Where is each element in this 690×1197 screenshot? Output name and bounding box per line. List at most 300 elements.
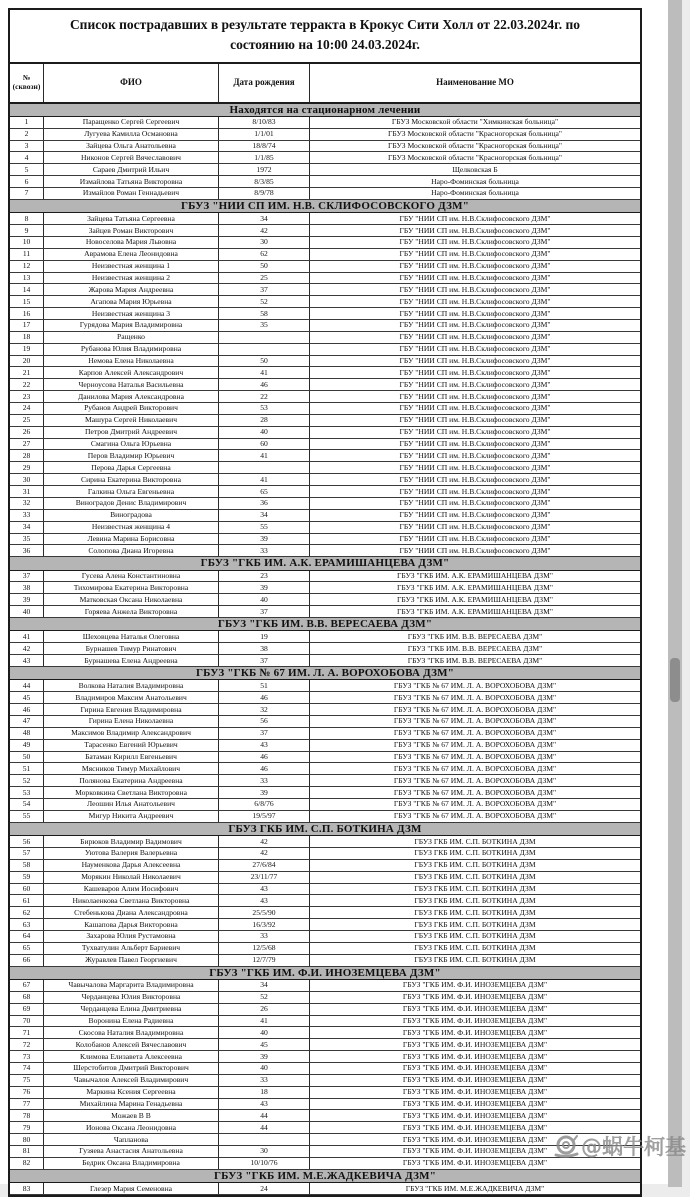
med-org: ГБУ "НИИ СП им. Н.В.Склифосовского ДЗМ" bbox=[399, 273, 551, 283]
table-row bbox=[10, 775, 640, 787]
table-row bbox=[10, 740, 640, 752]
row-number: 37 bbox=[10, 571, 44, 582]
table-row bbox=[10, 308, 640, 320]
med-org: ГБУЗ "ГКБ № 67 ИМ. Л. А. ВОРОХОБОВА ДЗМ" bbox=[393, 728, 557, 738]
victim-name: Сараев Дмитрий Ильич bbox=[44, 164, 219, 175]
med-org: ГБУЗ "ГКБ ИМ. А.К. ЕРАМИШАНЦЕВА ДЗМ" bbox=[397, 582, 553, 592]
table-row bbox=[10, 427, 640, 439]
birth-date: 26 bbox=[219, 1004, 310, 1015]
table-row bbox=[10, 273, 640, 285]
med-org: ГБУ "НИИ СП им. Н.В.Склифосовского ДЗМ" bbox=[399, 439, 551, 449]
table-row bbox=[10, 692, 640, 704]
med-org: ГБУЗ "ГКБ № 67 ИМ. Л. А. ВОРОХОБОВА ДЗМ" bbox=[393, 787, 557, 797]
table-row bbox=[10, 1158, 640, 1170]
med-org: ГБУ "НИИ СП им. Н.В.Склифосовского ДЗМ" bbox=[399, 510, 551, 520]
birth-date: 34 bbox=[219, 980, 310, 991]
victim-name: Кашеваров Алим Иосифович bbox=[44, 884, 219, 895]
victim-name: Ращенко bbox=[44, 332, 219, 343]
birth-date: 43 bbox=[219, 884, 310, 895]
victim-name: Неизвестная женщина 4 bbox=[44, 522, 219, 533]
med-org: ГБУ "НИИ СП им. Н.В.Склифосовского ДЗМ" bbox=[399, 213, 551, 223]
victim-name: Измайлова Татьяна Викторовна bbox=[44, 176, 219, 187]
row-number: 67 bbox=[10, 980, 44, 991]
victim-name: Можаев В В bbox=[44, 1110, 219, 1121]
row-number: 50 bbox=[10, 752, 44, 763]
row-number: 81 bbox=[10, 1146, 44, 1157]
victim-name: Шеховцева Наталья Олеговна bbox=[44, 631, 219, 642]
column-header-name: ФИО bbox=[44, 64, 219, 102]
birth-date: 41 bbox=[219, 1016, 310, 1027]
med-org: ГБУ "НИИ СП им. Н.В.Склифосовского ДЗМ" bbox=[399, 462, 551, 472]
birth-date: 62 bbox=[219, 249, 310, 260]
med-org: ГБУЗ "ГКБ ИМ. В.В. ВЕРЕСАЕВА ДЗМ" bbox=[407, 643, 543, 653]
row-number: 64 bbox=[10, 931, 44, 942]
victim-name: Паращенко Сергей Сергеевич bbox=[44, 117, 219, 128]
scrollbar-track[interactable] bbox=[668, 0, 682, 1187]
med-org: ГБУ "НИИ СП им. Н.В.Склифосовского ДЗМ" bbox=[399, 225, 551, 235]
birth-date: 42 bbox=[219, 836, 310, 847]
victim-name: Климова Елизавета Алексеевна bbox=[44, 1051, 219, 1062]
birth-date: 37 bbox=[219, 606, 310, 617]
birth-date: 39 bbox=[219, 582, 310, 593]
victim-name: Журавлев Павел Георгиевич bbox=[44, 955, 219, 966]
table-row bbox=[10, 1110, 640, 1122]
row-number: 46 bbox=[10, 704, 44, 715]
table-row bbox=[10, 545, 640, 557]
row-number: 31 bbox=[10, 486, 44, 497]
row-number: 68 bbox=[10, 992, 44, 1003]
table-row bbox=[10, 1027, 640, 1039]
table-row bbox=[10, 249, 640, 261]
med-org: ГБУЗ "ГКБ ИМ. Ф.И. ИНОЗЕМЦЕВА ДЗМ" bbox=[402, 1004, 548, 1014]
birth-date: 8/9/78 bbox=[219, 188, 310, 199]
section-header: ГБУЗ ГКБ ИМ. С.П. БОТКИНА ДЗМ bbox=[10, 823, 640, 836]
section-header: ГБУЗ "ГКБ ИМ. А.К. ЕРАМИШАНЦЕВА ДЗМ" bbox=[10, 557, 640, 570]
table-row bbox=[10, 1122, 640, 1134]
table-row bbox=[10, 787, 640, 799]
birth-date: 1/1/85 bbox=[219, 152, 310, 163]
birth-date: 42 bbox=[219, 848, 310, 859]
row-number: 6 bbox=[10, 176, 44, 187]
table-row bbox=[10, 415, 640, 427]
birth-date bbox=[219, 462, 310, 473]
med-org: ГБУЗ "ГКБ ИМ. Ф.И. ИНОЗЕМЦЕВА ДЗМ" bbox=[402, 1075, 548, 1085]
row-number: 3 bbox=[10, 141, 44, 152]
victim-name: Левина Марина Борисовна bbox=[44, 534, 219, 545]
med-org: ГБУ "НИИ СП им. Н.В.Склифосовского ДЗМ" bbox=[399, 261, 551, 271]
table-row bbox=[10, 943, 640, 955]
med-org: ГБУ "НИИ СП им. Н.В.Склифосовского ДЗМ" bbox=[399, 249, 551, 259]
table-row bbox=[10, 141, 640, 153]
med-org: ГБУ "НИИ СП им. Н.В.Склифосовского ДЗМ" bbox=[399, 486, 551, 496]
birth-date: 35 bbox=[219, 320, 310, 331]
birth-date: 19 bbox=[219, 631, 310, 642]
victim-name: Перов Владимир Юрьевич bbox=[44, 450, 219, 461]
row-number: 82 bbox=[10, 1158, 44, 1169]
med-org: ГБУЗ "ГКБ № 67 ИМ. Л. А. ВОРОХОБОВА ДЗМ" bbox=[393, 716, 557, 726]
row-number: 25 bbox=[10, 415, 44, 426]
victim-name: Бирюков Владимир Вадимович bbox=[44, 836, 219, 847]
table-row bbox=[10, 284, 640, 296]
victim-name: Зайцев Роман Викторович bbox=[44, 225, 219, 236]
birth-date: 18 bbox=[219, 1087, 310, 1098]
birth-date: 65 bbox=[219, 486, 310, 497]
victim-name: Тихомирова Екатерина Викторовна bbox=[44, 582, 219, 593]
table-row bbox=[10, 152, 640, 164]
table-row bbox=[10, 439, 640, 451]
med-org: ГБУЗ "ГКБ ИМ. Ф.И. ИНОЗЕМЦЕВА ДЗМ" bbox=[402, 992, 548, 1002]
table-row bbox=[10, 188, 640, 200]
table-row bbox=[10, 510, 640, 522]
birth-date: 36 bbox=[219, 498, 310, 509]
row-number: 53 bbox=[10, 787, 44, 798]
birth-date: 6/8/76 bbox=[219, 799, 310, 810]
row-number: 62 bbox=[10, 907, 44, 918]
birth-date: 41 bbox=[219, 474, 310, 485]
table-row bbox=[10, 860, 640, 872]
med-org: ГБУЗ "ГКБ ИМ. А.К. ЕРАМИШАНЦЕВА ДЗМ" bbox=[397, 606, 553, 616]
victim-name: Колобанов Алексей Вячеславович bbox=[44, 1039, 219, 1050]
row-number: 12 bbox=[10, 261, 44, 272]
row-number: 77 bbox=[10, 1099, 44, 1110]
row-number: 41 bbox=[10, 631, 44, 642]
table-row bbox=[10, 1063, 640, 1075]
med-org: ГБУЗ "ГКБ ИМ. Ф.И. ИНОЗЕМЦЕВА ДЗМ" bbox=[402, 1098, 548, 1108]
row-number: 63 bbox=[10, 919, 44, 930]
med-org: Наро-Фоминская больница bbox=[431, 188, 519, 198]
scrollbar-thumb[interactable] bbox=[670, 658, 680, 702]
med-org: ГБУЗ ГКБ ИМ. С.П. БОТКИНА ДЗМ bbox=[414, 895, 536, 905]
birth-date: 34 bbox=[219, 213, 310, 224]
birth-date: 1972 bbox=[219, 164, 310, 175]
row-number: 17 bbox=[10, 320, 44, 331]
victim-name: Карпов Алексей Александрович bbox=[44, 367, 219, 378]
victim-name: Черноусова Наталья Васильевна bbox=[44, 379, 219, 390]
table-row bbox=[10, 606, 640, 618]
birth-date: 37 bbox=[219, 655, 310, 666]
med-org: ГБУЗ "ГКБ ИМ. Ф.И. ИНОЗЕМЦЕВА ДЗМ" bbox=[402, 1110, 548, 1120]
med-org: ГБУЗ ГКБ ИМ. С.П. БОТКИНА ДЗМ bbox=[414, 848, 536, 858]
row-number: 22 bbox=[10, 379, 44, 390]
med-org: ГБУЗ "ГКБ № 67 ИМ. Л. А. ВОРОХОБОВА ДЗМ" bbox=[393, 775, 557, 785]
table-row bbox=[10, 356, 640, 368]
row-number: 48 bbox=[10, 728, 44, 739]
med-org: ГБУЗ "ГКБ ИМ. Ф.И. ИНОЗЕМЦЕВА ДЗМ" bbox=[402, 1027, 548, 1037]
birth-date: 37 bbox=[219, 728, 310, 739]
med-org: ГБУ "НИИ СП им. Н.В.Склифосовского ДЗМ" bbox=[399, 344, 551, 354]
med-org: ГБУЗ "ГКБ ИМ. Ф.И. ИНОЗЕМЦЕВА ДЗМ" bbox=[402, 1051, 548, 1061]
table-row bbox=[10, 296, 640, 308]
birth-date: 33 bbox=[219, 931, 310, 942]
victim-name: Новоселова Мария Львовна bbox=[44, 237, 219, 248]
column-header-med-org: Наименование МО bbox=[436, 76, 514, 87]
med-org: ГБУ "НИИ СП им. Н.В.Склифосовского ДЗМ" bbox=[399, 391, 551, 401]
row-number: 83 bbox=[10, 1183, 44, 1194]
victim-name: Рубанов Андрей Викторович bbox=[44, 403, 219, 414]
victim-name: Ионова Оксана Леонидовна bbox=[44, 1122, 219, 1133]
row-number: 10 bbox=[10, 237, 44, 248]
birth-date: 38 bbox=[219, 643, 310, 654]
table-row bbox=[10, 763, 640, 775]
med-org: ГБУЗ Московской области "Химкинская больница" bbox=[391, 117, 559, 127]
row-number: 4 bbox=[10, 152, 44, 163]
victim-name: Науменкова Дарья Алексеевна bbox=[44, 860, 219, 871]
row-number: 21 bbox=[10, 367, 44, 378]
victim-name: Виноградов Денис Владимирович bbox=[44, 498, 219, 509]
birth-date: 40 bbox=[219, 594, 310, 605]
row-number: 30 bbox=[10, 474, 44, 485]
table-row bbox=[10, 571, 640, 583]
section-header: ГБУЗ "ГКБ ИМ. М.Е.ЖАДКЕВИЧА ДЗМ" bbox=[10, 1170, 640, 1183]
med-org: ГБУЗ "ГКБ № 67 ИМ. Л. А. ВОРОХОБОВА ДЗМ" bbox=[393, 799, 557, 809]
med-org: ГБУЗ ГКБ ИМ. С.П. БОТКИНА ДЗМ bbox=[414, 836, 536, 846]
birth-date bbox=[219, 1134, 310, 1145]
row-number: 47 bbox=[10, 716, 44, 727]
row-number: 11 bbox=[10, 249, 44, 260]
row-number: 5 bbox=[10, 164, 44, 175]
row-number: 29 bbox=[10, 462, 44, 473]
med-org: ГБУЗ Московской области "Красногорская больница" bbox=[387, 152, 562, 162]
victim-name: Леошин Илья Анатольевич bbox=[44, 799, 219, 810]
table-row bbox=[10, 872, 640, 884]
birth-date: 39 bbox=[219, 787, 310, 798]
victim-name: Воронина Елена Радиевна bbox=[44, 1016, 219, 1027]
birth-date: 41 bbox=[219, 450, 310, 461]
table-row bbox=[10, 992, 640, 1004]
row-number: 38 bbox=[10, 582, 44, 593]
watermark-text: @蜗牛柯基 bbox=[581, 1135, 686, 1159]
victim-name: Михайлина Марина Генадьевна bbox=[44, 1099, 219, 1110]
section-header: ГБУЗ "ГКБ № 67 ИМ. Л. А. ВОРОХОБОВА ДЗМ" bbox=[10, 667, 640, 680]
med-org: ГБУЗ "ГКБ № 67 ИМ. Л. А. ВОРОХОБОВА ДЗМ" bbox=[393, 740, 557, 750]
victim-name: Скосова Наталия Владимировна bbox=[44, 1027, 219, 1038]
med-org: ГБУ "НИИ СП им. Н.В.Склифосовского ДЗМ" bbox=[399, 533, 551, 543]
victim-name: Гирина Елена Николаевна bbox=[44, 716, 219, 727]
row-number: 56 bbox=[10, 836, 44, 847]
row-number: 45 bbox=[10, 692, 44, 703]
table-row bbox=[10, 1075, 640, 1087]
birth-date: 8/10/83 bbox=[219, 117, 310, 128]
birth-date: 12/7/79 bbox=[219, 955, 310, 966]
row-number: 49 bbox=[10, 740, 44, 751]
med-org: ГБУ "НИИ СП им. Н.В.Склифосовского ДЗМ" bbox=[399, 320, 551, 330]
table-row bbox=[10, 403, 640, 415]
victim-name: Бурнашева Елена Андреевна bbox=[44, 655, 219, 666]
birth-date: 8/3/85 bbox=[219, 176, 310, 187]
victim-name: Машура Сергей Николаевич bbox=[44, 415, 219, 426]
birth-date: 46 bbox=[219, 379, 310, 390]
birth-date: 60 bbox=[219, 439, 310, 450]
victim-name: Петров Дмитрий Андреевич bbox=[44, 427, 219, 438]
row-number: 78 bbox=[10, 1110, 44, 1121]
birth-date: 44 bbox=[219, 1122, 310, 1133]
table-body bbox=[10, 104, 640, 1195]
med-org: ГБУ "НИИ СП им. Н.В.Склифосовского ДЗМ" bbox=[399, 308, 551, 318]
table-row bbox=[10, 379, 640, 391]
birth-date: 22 bbox=[219, 391, 310, 402]
birth-date bbox=[219, 344, 310, 355]
row-number: 14 bbox=[10, 284, 44, 295]
med-org: ГБУЗ "ГКБ ИМ. Ф.И. ИНОЗЕМЦЕВА ДЗМ" bbox=[402, 980, 548, 990]
row-number: 55 bbox=[10, 811, 44, 822]
med-org: ГБУ "НИИ СП им. Н.В.Склифосовского ДЗМ" bbox=[399, 332, 551, 342]
table-row bbox=[10, 237, 640, 249]
med-org: Наро-Фоминская больница bbox=[431, 176, 519, 186]
table-header-row bbox=[10, 64, 640, 104]
med-org: ГБУЗ Московской области "Красногорская больница" bbox=[387, 129, 562, 139]
row-number: 7 bbox=[10, 188, 44, 199]
row-number: 28 bbox=[10, 450, 44, 461]
table-row bbox=[10, 1087, 640, 1099]
med-org: ГБУ "НИИ СП им. Н.В.Склифосовского ДЗМ" bbox=[399, 415, 551, 425]
birth-date: 40 bbox=[219, 427, 310, 438]
row-number: 51 bbox=[10, 763, 44, 774]
row-number: 70 bbox=[10, 1016, 44, 1027]
victim-name: Чавычалов Алексей Владимирович bbox=[44, 1075, 219, 1086]
med-org: ГБУЗ ГКБ ИМ. С.П. БОТКИНА ДЗМ bbox=[414, 931, 536, 941]
victim-name: Морковкина Светлана Викторовна bbox=[44, 787, 219, 798]
victim-name: Владимиров Максим Анатольевич bbox=[44, 692, 219, 703]
row-number: 8 bbox=[10, 213, 44, 224]
victim-name: Мясников Тимур Михайлович bbox=[44, 763, 219, 774]
birth-date: 18/8/74 bbox=[219, 141, 310, 152]
victim-name: Виноградова bbox=[44, 510, 219, 521]
row-number: 54 bbox=[10, 799, 44, 810]
victim-name: Лугуева Камилла Османовна bbox=[44, 129, 219, 140]
row-number: 18 bbox=[10, 332, 44, 343]
victim-name: Галкина Ольга Евгеньевна bbox=[44, 486, 219, 497]
birth-date: 45 bbox=[219, 1039, 310, 1050]
med-org: ГБУЗ Московской области "Красногорская больница" bbox=[387, 141, 562, 151]
row-number: 52 bbox=[10, 775, 44, 786]
victim-name: Гусева Алена Константиновна bbox=[44, 571, 219, 582]
row-number: 13 bbox=[10, 273, 44, 284]
table-row bbox=[10, 344, 640, 356]
birth-date: 30 bbox=[219, 237, 310, 248]
table-row bbox=[10, 811, 640, 823]
table-row bbox=[10, 1099, 640, 1111]
victim-name: Максимов Владимир Александрович bbox=[44, 728, 219, 739]
birth-date: 34 bbox=[219, 510, 310, 521]
table-row bbox=[10, 261, 640, 273]
med-org: ГБУ "НИИ СП им. Н.В.Склифосовского ДЗМ" bbox=[399, 545, 551, 555]
victim-name: Морякин Николай Николаевич bbox=[44, 872, 219, 883]
table-row bbox=[10, 474, 640, 486]
victim-name: Шерстобитов Дмитрий Викторович bbox=[44, 1063, 219, 1074]
victim-name: Тухватулин Альберт Бариевич bbox=[44, 943, 219, 954]
row-number: 71 bbox=[10, 1027, 44, 1038]
victim-name: Измайлов Роман Геннадьевич bbox=[44, 188, 219, 199]
birth-date: 1/1/01 bbox=[219, 129, 310, 140]
victim-name: Захарова Юлия Рустамовна bbox=[44, 931, 219, 942]
row-number: 33 bbox=[10, 510, 44, 521]
birth-date: 50 bbox=[219, 261, 310, 272]
table-row bbox=[10, 1004, 640, 1016]
birth-date: 43 bbox=[219, 895, 310, 906]
med-org: ГБУЗ ГКБ ИМ. С.П. БОТКИНА ДЗМ bbox=[414, 872, 536, 882]
victim-name: Маркина Ксения Сергеевна bbox=[44, 1087, 219, 1098]
med-org: ГБУЗ "ГКБ № 67 ИМ. Л. А. ВОРОХОБОВА ДЗМ" bbox=[393, 752, 557, 761]
row-number: 16 bbox=[10, 308, 44, 319]
birth-date: 46 bbox=[219, 692, 310, 703]
birth-date: 32 bbox=[219, 704, 310, 715]
birth-date bbox=[219, 332, 310, 343]
table-row bbox=[10, 450, 640, 462]
med-org: ГБУЗ ГКБ ИМ. С.П. БОТКИНА ДЗМ bbox=[414, 907, 536, 917]
row-number: 66 bbox=[10, 955, 44, 966]
med-org: ГБУ "НИИ СП им. Н.В.Склифосовского ДЗМ" bbox=[399, 284, 551, 294]
med-org: Щелковская Б bbox=[452, 164, 498, 174]
victim-name: Зайцева Татьяна Сергеевна bbox=[44, 213, 219, 224]
table-row bbox=[10, 643, 640, 655]
med-org: ГБУЗ "ГКБ ИМ. А.К. ЕРАМИШАНЦЕВА ДЗМ" bbox=[397, 594, 553, 604]
birth-date: 10/10/76 bbox=[219, 1158, 310, 1169]
table-row bbox=[10, 1051, 640, 1063]
table-row bbox=[10, 391, 640, 403]
row-number: 79 bbox=[10, 1122, 44, 1133]
med-org: ГБУЗ "ГКБ ИМ. Ф.И. ИНОЗЕМЦЕВА ДЗМ" bbox=[402, 1146, 548, 1156]
med-org: ГБУЗ "ГКБ ИМ. Ф.И. ИНОЗЕМЦЕВА ДЗМ" bbox=[402, 1063, 548, 1073]
table-row bbox=[10, 836, 640, 848]
birth-date: 28 bbox=[219, 415, 310, 426]
row-number: 75 bbox=[10, 1075, 44, 1086]
table-row bbox=[10, 752, 640, 764]
birth-date: 24 bbox=[219, 1183, 310, 1194]
med-org: ГБУЗ "ГКБ ИМ. М.Е.ЖАДКЕВИЧА ДЗМ" bbox=[405, 1183, 545, 1193]
table-row bbox=[10, 980, 640, 992]
victim-name: Чавычалова Маргарита Владимировна bbox=[44, 980, 219, 991]
birth-date: 39 bbox=[219, 534, 310, 545]
med-org: ГБУЗ ГКБ ИМ. С.П. БОТКИНА ДЗМ bbox=[414, 955, 536, 965]
victim-name: Жарова Мария Андреевна bbox=[44, 284, 219, 295]
birth-date: 50 bbox=[219, 356, 310, 367]
med-org: ГБУЗ "ГКБ № 67 ИМ. Л. А. ВОРОХОБОВА ДЗМ" bbox=[393, 704, 557, 714]
birth-date: 25/5/90 bbox=[219, 907, 310, 918]
row-number: 65 bbox=[10, 943, 44, 954]
med-org: ГБУЗ ГКБ ИМ. С.П. БОТКИНА ДЗМ bbox=[414, 919, 536, 929]
table-row bbox=[10, 728, 640, 740]
row-number: 80 bbox=[10, 1134, 44, 1145]
victim-name: Смагина Ольга Юрьевна bbox=[44, 439, 219, 450]
victim-name: Черданцева Елина Дмитриевна bbox=[44, 1004, 219, 1015]
birth-date: 58 bbox=[219, 308, 310, 319]
birth-date: 41 bbox=[219, 367, 310, 378]
med-org: ГБУЗ "ГКБ ИМ. Ф.И. ИНОЗЕМЦЕВА ДЗМ" bbox=[402, 1134, 548, 1144]
med-org: ГБУЗ "ГКБ ИМ. Ф.И. ИНОЗЕМЦЕВА ДЗМ" bbox=[402, 1015, 548, 1025]
victim-name: Чапланова bbox=[44, 1134, 219, 1145]
victim-name: Гурядова Мария Владимировна bbox=[44, 320, 219, 331]
med-org: ГБУЗ ГКБ ИМ. С.П. БОТКИНА ДЗМ bbox=[414, 860, 536, 870]
birth-date: 37 bbox=[219, 284, 310, 295]
med-org: ГБУЗ "ГКБ ИМ. Ф.И. ИНОЗЕМЦЕВА ДЗМ" bbox=[402, 1158, 548, 1168]
column-header-number: № (сквозн) bbox=[10, 64, 44, 102]
row-number: 24 bbox=[10, 403, 44, 414]
table-row bbox=[10, 716, 640, 728]
victims-table bbox=[8, 8, 642, 1197]
med-org: ГБУЗ ГКБ ИМ. С.П. БОТКИНА ДЗМ bbox=[414, 883, 536, 893]
med-org: ГБУЗ "ГКБ ИМ. А.К. ЕРАМИШАНЦЕВА ДЗМ" bbox=[397, 571, 553, 581]
victim-name: Тарасенко Евгений Юрьевич bbox=[44, 740, 219, 751]
row-number: 9 bbox=[10, 225, 44, 236]
row-number: 40 bbox=[10, 606, 44, 617]
birth-date: 44 bbox=[219, 1110, 310, 1121]
med-org: ГБУЗ "ГКБ ИМ. Ф.И. ИНОЗЕМЦЕВА ДЗМ" bbox=[402, 1122, 548, 1132]
row-number: 32 bbox=[10, 498, 44, 509]
victim-name: Уютова Валерия Валерьевна bbox=[44, 848, 219, 859]
victim-name: Полянова Екатерина Андреевна bbox=[44, 775, 219, 786]
birth-date: 43 bbox=[219, 740, 310, 751]
med-org: ГБУ "НИИ СП им. Н.В.Склифосовского ДЗМ" bbox=[399, 237, 551, 247]
